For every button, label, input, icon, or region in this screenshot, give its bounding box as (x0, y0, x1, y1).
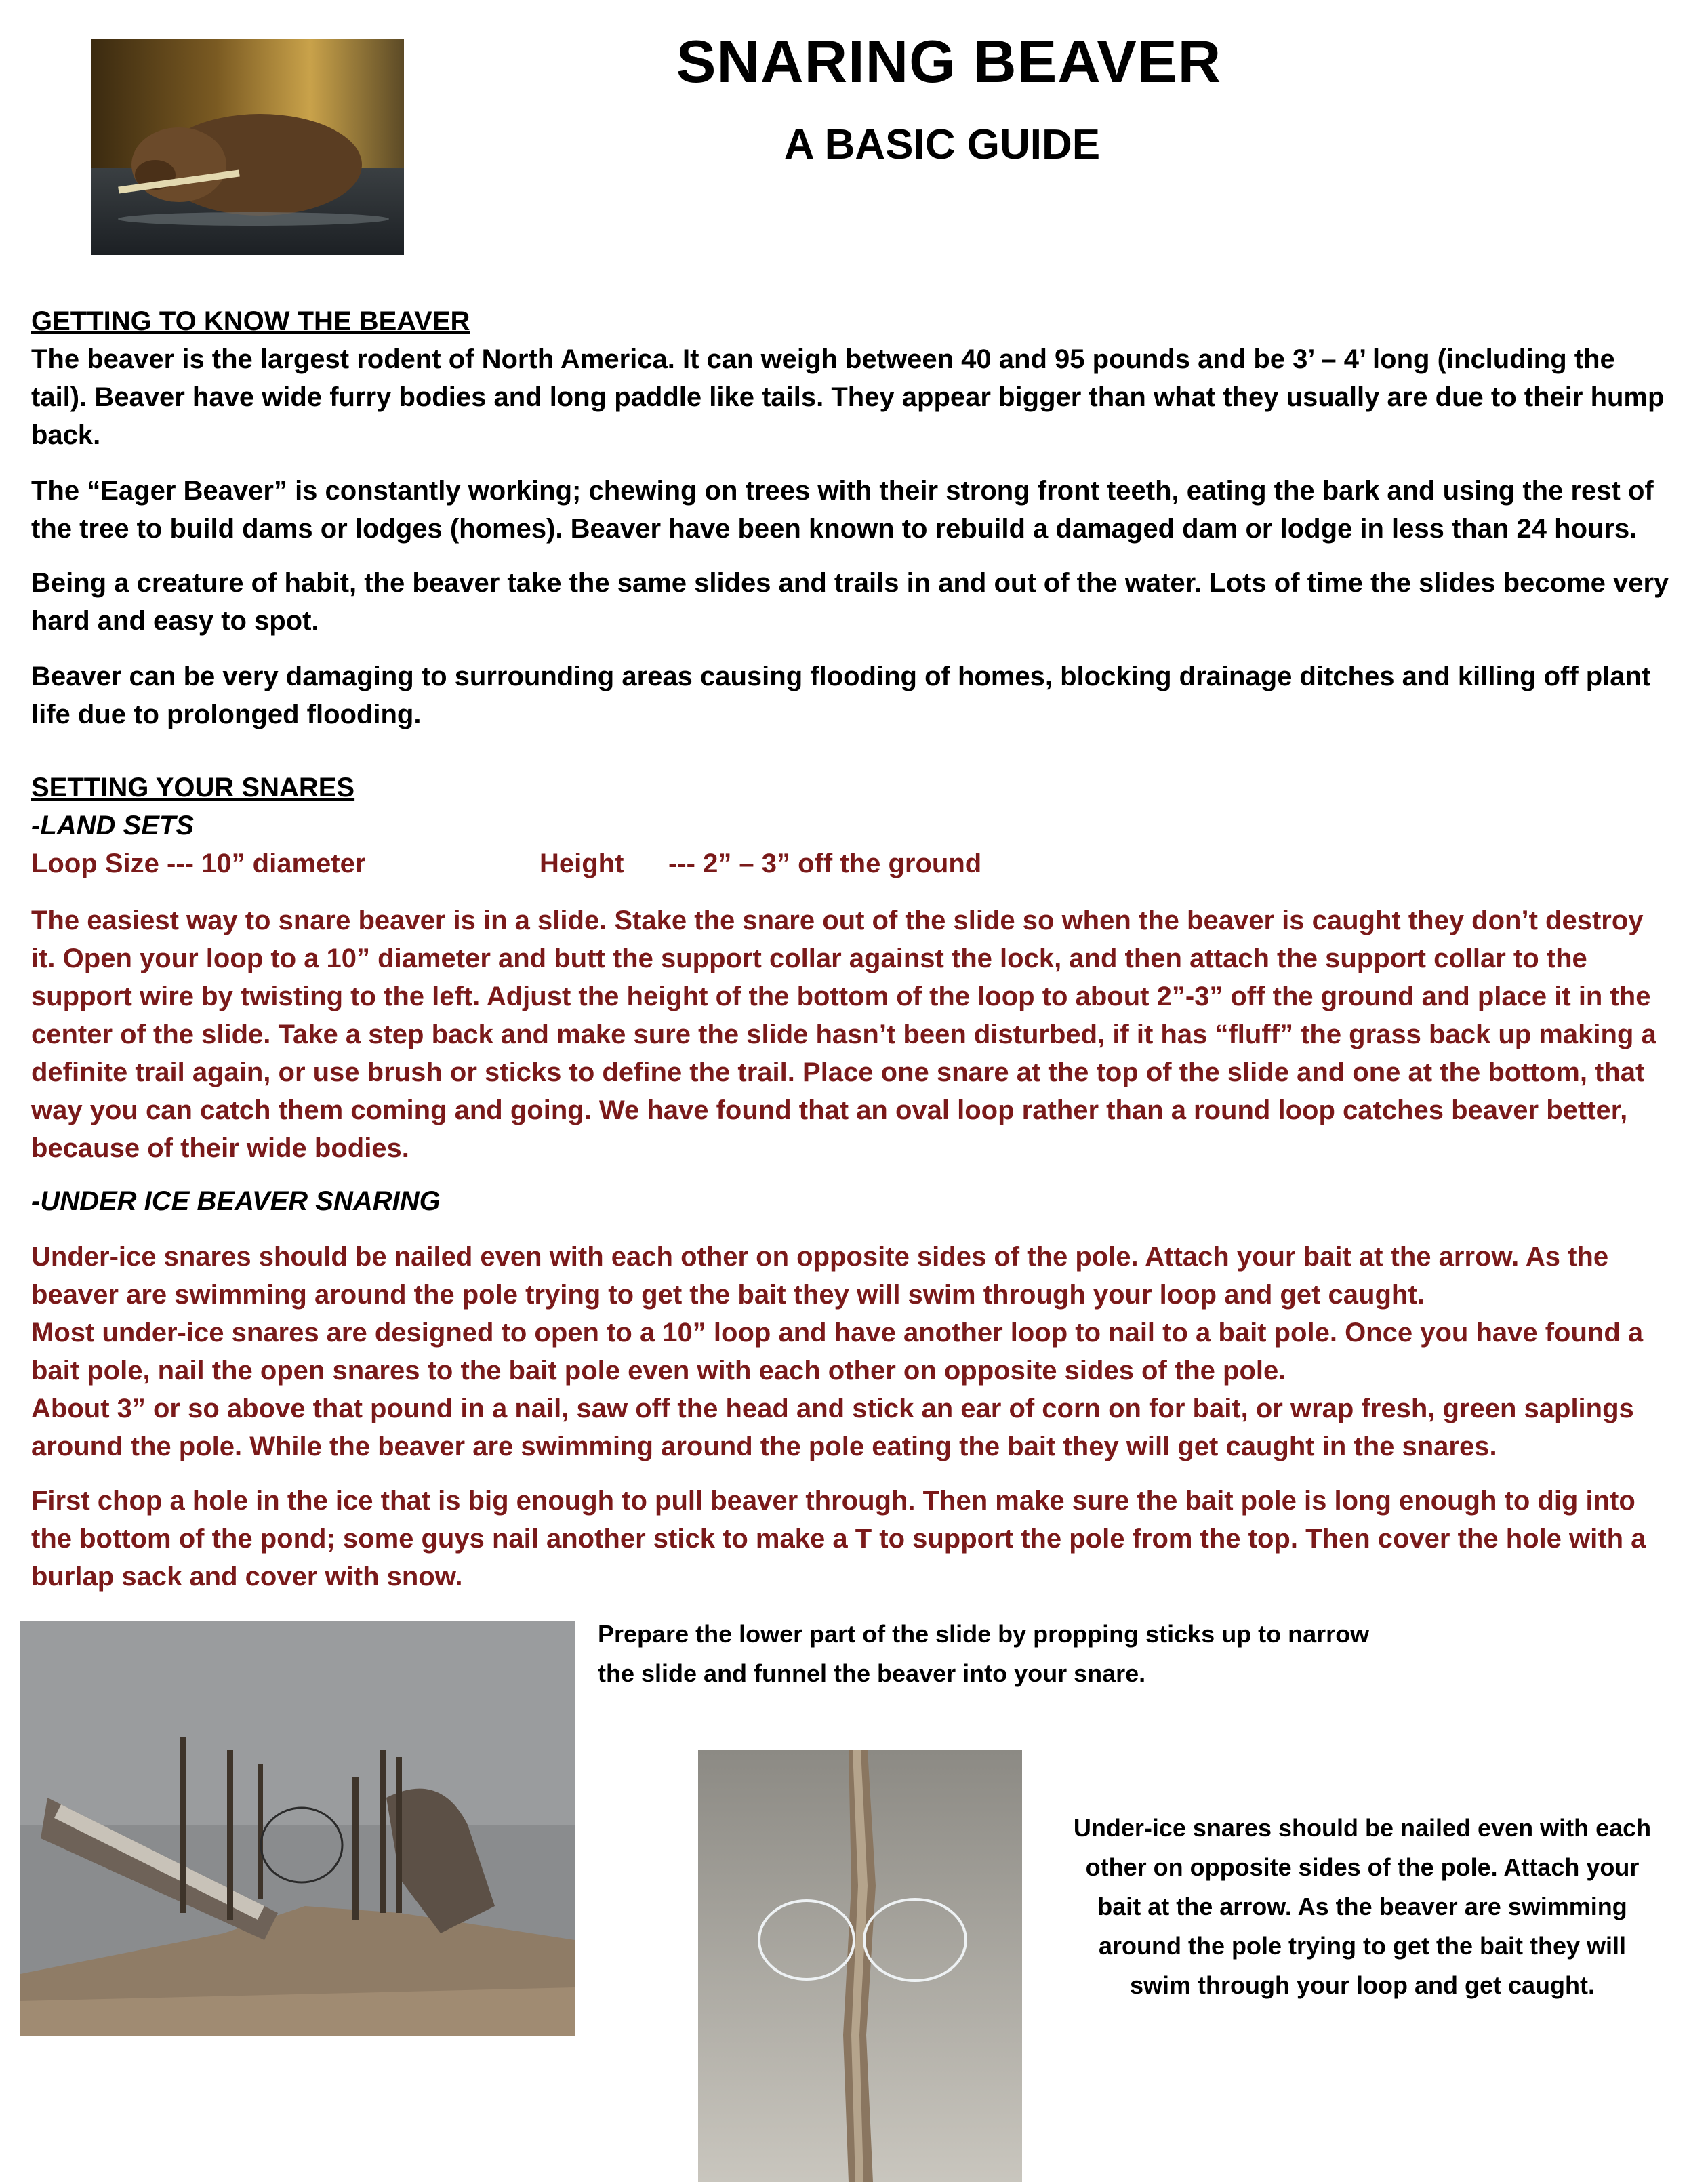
pole-caption-line: bait at the arrow. As the beaver are swimming (1097, 1893, 1627, 1920)
paragraph-creature-of-habit: Being a creature of habit, the beaver take the same slides and trails in and out of the water. Lots of time the slides become very hard and easy to spot. (31, 568, 1669, 636)
paragraph-under-ice-design: Most under-ice snares are designed to open to a 10” loop and have another loop to nail to a bait pole. Once you have found a bait pole, nail the open snares to the bait pole even with each other on opposite sides of the pole. (31, 1318, 1644, 1386)
slide-photo-drawing (20, 1621, 575, 2036)
snare-pole-photo (698, 1750, 1022, 2182)
subheading-land-sets: -LAND SETS (31, 811, 194, 841)
paragraph-eager-beaver: The “Eager Beaver” is constantly working; chewing on trees with their strong front teeth, eating the bark and using the rest of the tree to build dams or lodges (homes). Beaver have been known to rebuild a damaged dam or lodge in less than 24 hours. (31, 476, 1654, 544)
paragraph-chop-hole: First chop a hole in the ice that is big enough to pull beaver through. Then make sure the bait pole is long enough to dig into the bottom of the pond; some guys nail another stick to make a T to support the pole from the top. Then cover the hole with a burlap sack and cover with snow. (31, 1486, 1646, 1592)
paragraph-land-set-instructions: The easiest way to snare beaver is in a slide. Stake the snare out of the slide so when the beaver is caught they don’t destroy it. Open your loop to a 10” diameter and butt the support collar against the lock, and then attach the support collar to the support wire by twisting to the left. Adjust the height of the bottom of the loop to about 2”-3” off the ground and place it in the center of the slide. Take a step back and make sure the slide hasn’t been disturbed, if it has “fluff” the grass back up making a definite trail again, or use brush or sticks to define the trail. Place one snare at the top of the slide and one at the bottom, that way you can catch them coming and going. We have found that an oval loop rather than a round loop catches beaver better, because of their wide bodies. (31, 906, 1656, 1163)
section-heading-setting-snares: SETTING YOUR SNARES (31, 773, 355, 803)
slide-caption-line1: Prepare the lower part of the slide by propping sticks up to narrow (598, 1620, 1370, 1648)
page-subtitle: A BASIC GUIDE (784, 121, 1101, 168)
paragraph-damage: Beaver can be very damaging to surrounding areas causing flooding of homes, blocking drainage ditches and killing off plant life due to prolonged flooding. (31, 662, 1651, 729)
subheading-under-ice: -UNDER ICE BEAVER SNARING (31, 1186, 441, 1216)
paragraph-under-ice-bait: About 3” or so above that pound in a nail, saw off the head and stick an ear of corn on for bait, or wrap fresh, green saplings around the pole. While the beaver are swimming around the pole eating the bait they will get caught in the snares. (31, 1394, 1634, 1461)
height-label: Height (540, 849, 624, 878)
snare-pole-photo-drawing (698, 1750, 1022, 2182)
pole-caption-line: Under-ice snares should be nailed even with each (1073, 1814, 1652, 1842)
page-title: SNARING BEAVER (676, 28, 1222, 95)
loop-size-spec: Loop Size --- 10” diameter (31, 849, 366, 878)
slide-photo (20, 1621, 575, 2036)
pole-caption-line: swim through your loop and get caught. (1130, 1971, 1595, 1999)
paragraph-under-ice-nailing: Under-ice snares should be nailed even with each other on opposite sides of the pole. Attach your bait at the arrow. As the beaver are swimming around the pole trying to get the bait they will swim through your loop and get caught. (31, 1242, 1609, 1310)
pole-caption-line: around the pole trying to get the bait they will (1098, 1932, 1627, 1960)
beaver-photo-drawing (91, 39, 404, 255)
section-heading-getting-to-know: GETTING TO KNOW THE BEAVER (31, 306, 470, 336)
beaver-photo (91, 39, 404, 255)
pole-caption-line: other on opposite sides of the pole. Attach your (1085, 1853, 1640, 1881)
slide-caption-line2: the slide and funnel the beaver into your snare. (598, 1659, 1146, 1687)
height-spec: --- 2” – 3” off the ground (668, 849, 982, 878)
pole-caption (1044, 1809, 1681, 2005)
paragraph-beaver-size: The beaver is the largest rodent of North America. It can weigh between 40 and 95 pounds and be 3’ – 4’ long (including the tail). Beaver have wide furry bodies and long paddle like tails. They appear bigger than what they usually are due to their hump back. (31, 344, 1665, 450)
